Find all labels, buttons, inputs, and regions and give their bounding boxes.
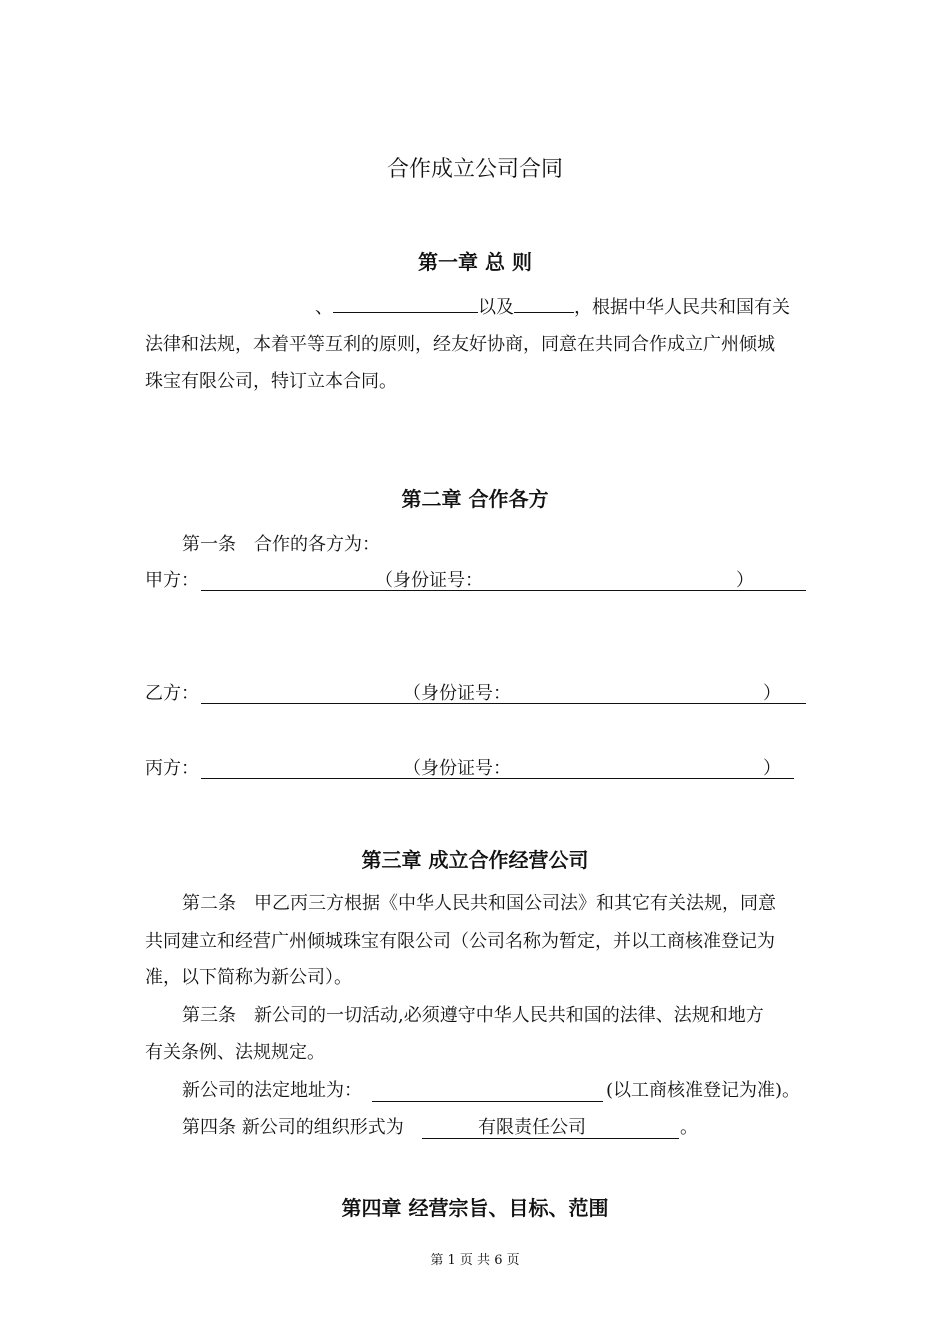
article-4-label: 第四条 新公司的组织形式为 [182, 1117, 404, 1138]
ch1-separator: 、 [315, 297, 333, 318]
article-2-line-2: 共同建立和经营广州倾城珠宝有限公司（公司名称为暂定，并以工商核准登记为 [145, 931, 775, 952]
org-form-value: 有限责任公司 [478, 1117, 586, 1138]
document-title: 合作成立公司合同 [386, 157, 563, 182]
party-name-blank[interactable] [333, 290, 478, 313]
article-2-line-1: 第二条 甲乙丙三方根据《中华人民共和国公司法》和其它有关法规，同意 [182, 893, 776, 914]
party-c-id-close: ） [763, 758, 781, 779]
ch1-line-3: 珠宝有限公司，特订立本合同。 [145, 371, 397, 392]
ch1-tail: ，根据中华人民共和国有关 [574, 297, 790, 318]
ch1-line-2: 法律和法规，本着平等互利的原则，经友好协商，同意在共同合作成立广州倾城 [145, 334, 775, 355]
article-2-line-3: 准，以下简称为新公司）。 [145, 967, 352, 988]
article-3-line-2: 有关条例、法规规定。 [145, 1042, 325, 1063]
party-c-label: 丙方： [145, 758, 199, 779]
address-blank-line[interactable] [372, 1101, 603, 1102]
party-b-id-close: ） [763, 683, 781, 704]
ch1-and: 以及 [478, 297, 514, 318]
party-name-blank[interactable] [514, 290, 574, 313]
address-tail: (以工商核准登记为准)。 [606, 1080, 801, 1101]
chapter-4-heading: 第四章 经营宗旨、目标、范围 [341, 1196, 609, 1220]
page-footer: 第 1 页 共 6 页 [430, 1253, 520, 1268]
party-b-id-label: （身份证号： [403, 683, 511, 704]
address-label: 新公司的法定地址为： [182, 1080, 362, 1101]
party-a-blank-line[interactable] [201, 590, 806, 591]
chapter-3-heading: 第三章 成立合作经营公司 [361, 848, 589, 872]
party-a-id-label: （身份证号： [375, 570, 483, 591]
article-3-line-1: 第三条 新公司的一切活动,必须遵守中华人民共和国的法律、法规和地方 [182, 1005, 764, 1026]
party-c-id-label: （身份证号： [403, 758, 511, 779]
party-a-label: 甲方： [145, 570, 199, 591]
party-a-id-close: ） [736, 570, 754, 591]
party-b-label: 乙方： [145, 683, 199, 704]
chapter-1-heading: 第一章 总 则 [418, 250, 532, 274]
chapter-2-heading: 第二章 合作各方 [401, 487, 549, 511]
article-1: 第一条 合作的各方为： [182, 534, 380, 555]
ch1-first-line [315, 290, 790, 326]
article-4-end: 。 [680, 1117, 698, 1138]
